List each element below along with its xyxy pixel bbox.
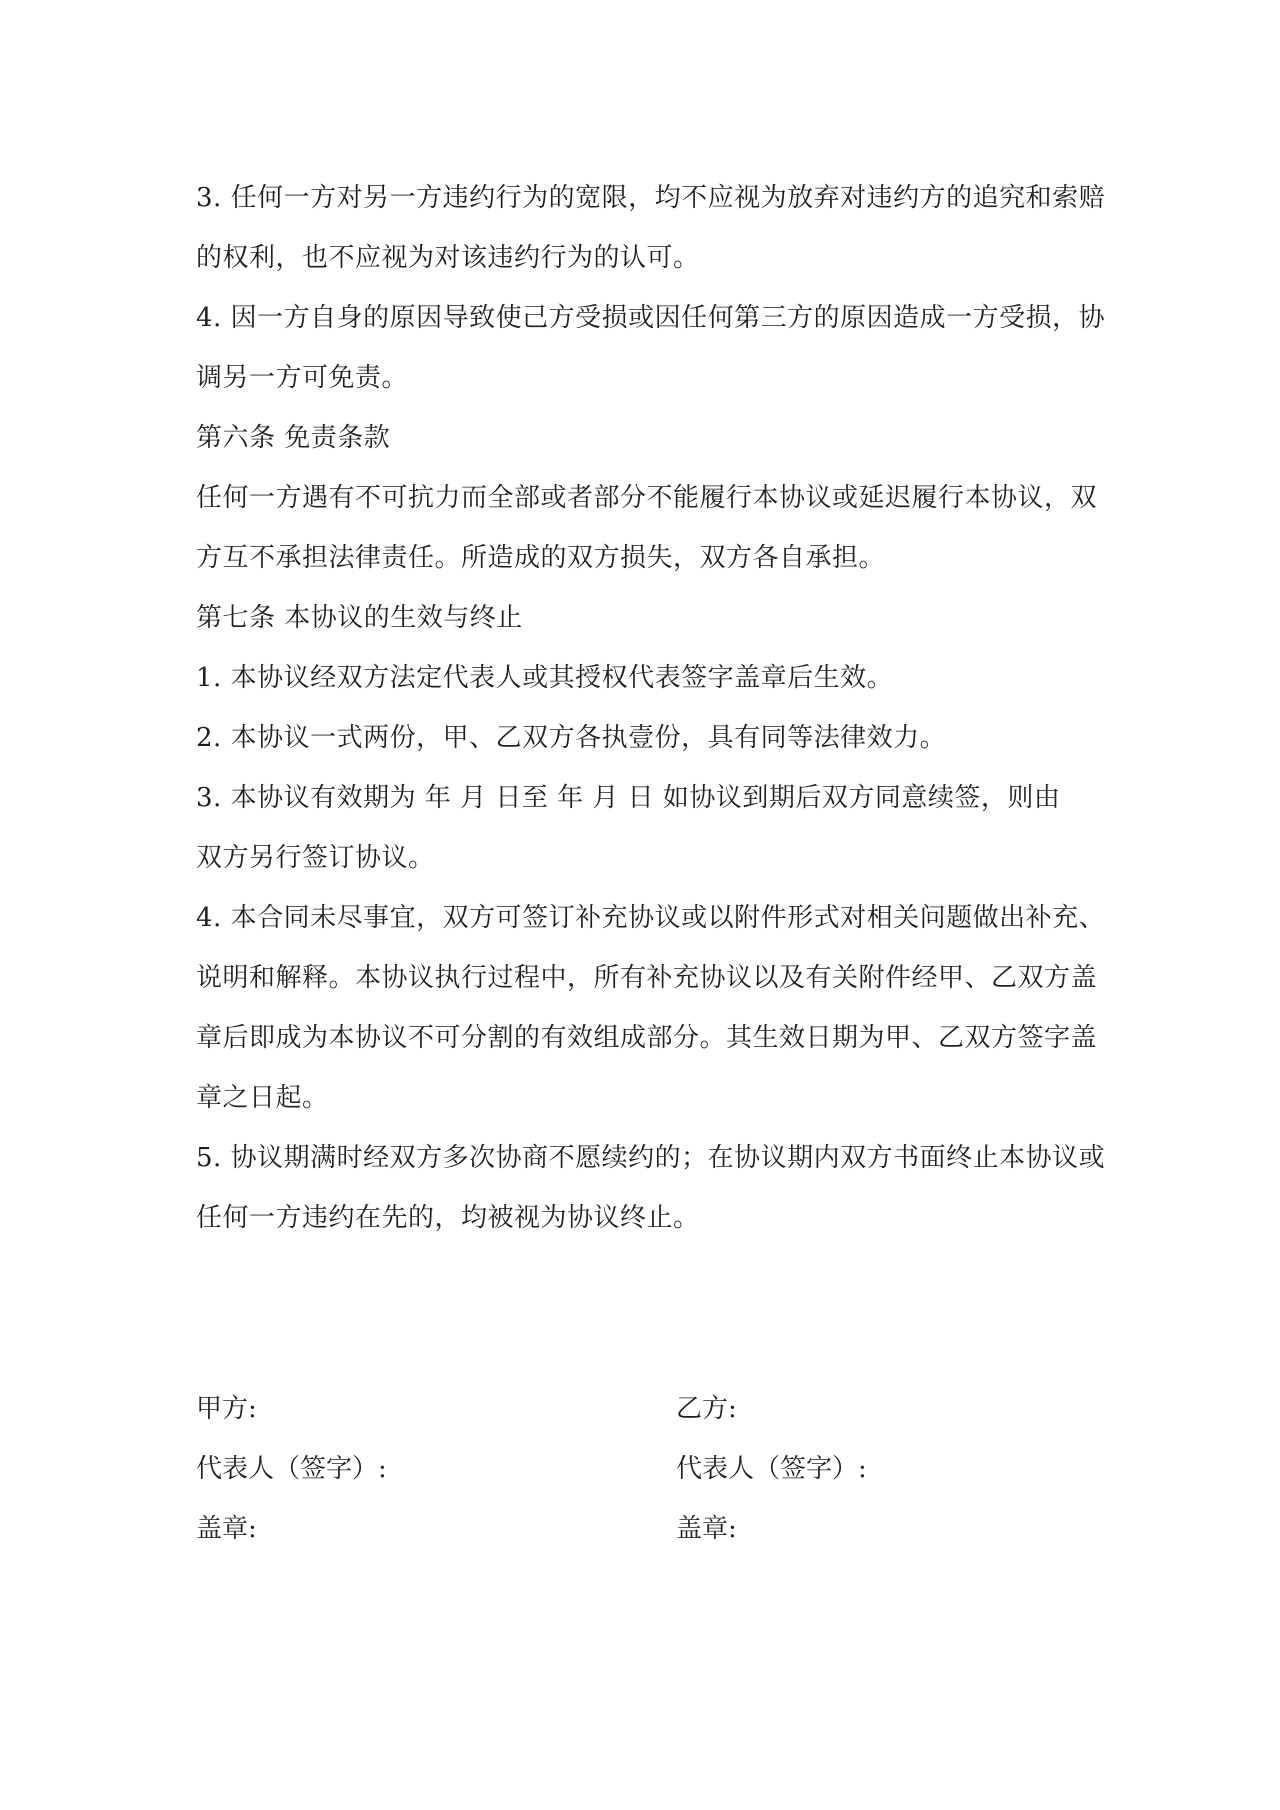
signature-row-representative (196, 1439, 1096, 1499)
clause-7-4-line-1: 4. 本合同未尽事宜，双方可签订补充协议或以附件形式对相关问题做出补充、 (196, 903, 1106, 933)
signature-row-seal (196, 1499, 1096, 1559)
signature-block (196, 1379, 1096, 1559)
clause-7-3-line-2: 双方另行签订协议。 (196, 843, 435, 873)
party-a-representative-label: 代表人（签字）: (196, 1454, 387, 1484)
party-a-seal-label: 盖章: (196, 1514, 257, 1544)
clause-5-4-line-1: 4. 因一方自身的原因导致使己方受损或因任何第三方的原因造成一方受损，协 (196, 303, 1106, 333)
clause-5-3-line-2: 的权利，也不应视为对该违约行为的认可。 (196, 243, 700, 273)
clause-5-4-line-2: 调另一方可免责。 (196, 363, 409, 393)
clause-7-5-line-1: 5. 协议期满时经双方多次协商不愿续约的；在协议期内双方书面终止本协议或 (196, 1143, 1106, 1173)
clause-7-2: 2. 本协议一式两份，甲、乙双方各执壹份，具有同等法律效力。 (196, 723, 947, 753)
party-b-label: 乙方: (676, 1394, 737, 1424)
clause-7-4-line-4: 章之日起。 (196, 1083, 329, 1113)
article-6-line-2: 方互不承担法律责任。所造成的双方损失，双方各自承担。 (196, 543, 886, 573)
party-b-representative-label: 代表人（签字）: (676, 1454, 867, 1484)
article-6-line-1: 任何一方遇有不可抗力而全部或者部分不能履行本协议或延迟履行本协议，双 (196, 483, 1098, 513)
party-b-seal-label: 盖章: (676, 1514, 737, 1544)
article-6-heading: 第六条 免责条款 (196, 423, 391, 453)
contract-body (196, 168, 1106, 1248)
clause-7-5-line-2: 任何一方违约在先的，均被视为协议终止。 (196, 1203, 700, 1233)
clause-7-4-line-3: 章后即成为本协议不可分割的有效组成部分。其生效日期为甲、乙双方签字盖 (196, 1023, 1098, 1053)
article-7-heading: 第七条 本协议的生效与终止 (196, 603, 523, 633)
signature-row-party (196, 1379, 1096, 1439)
clause-5-3-line-1: 3. 任何一方对另一方违约行为的宽限，均不应视为放弃对违约方的追究和索赔 (196, 183, 1106, 213)
party-a-label: 甲方: (196, 1394, 257, 1424)
clause-7-1: 1. 本协议经双方法定代表人或其授权代表签字盖章后生效。 (196, 663, 894, 693)
clause-7-4-line-2: 说明和解释。本协议执行过程中，所有补充协议以及有关附件经甲、乙双方盖 (196, 963, 1098, 993)
clause-7-3-line-1: 3. 本协议有效期为 年 月 日至 年 月 日 如协议到期后双方同意续签，则由 (196, 783, 1061, 813)
